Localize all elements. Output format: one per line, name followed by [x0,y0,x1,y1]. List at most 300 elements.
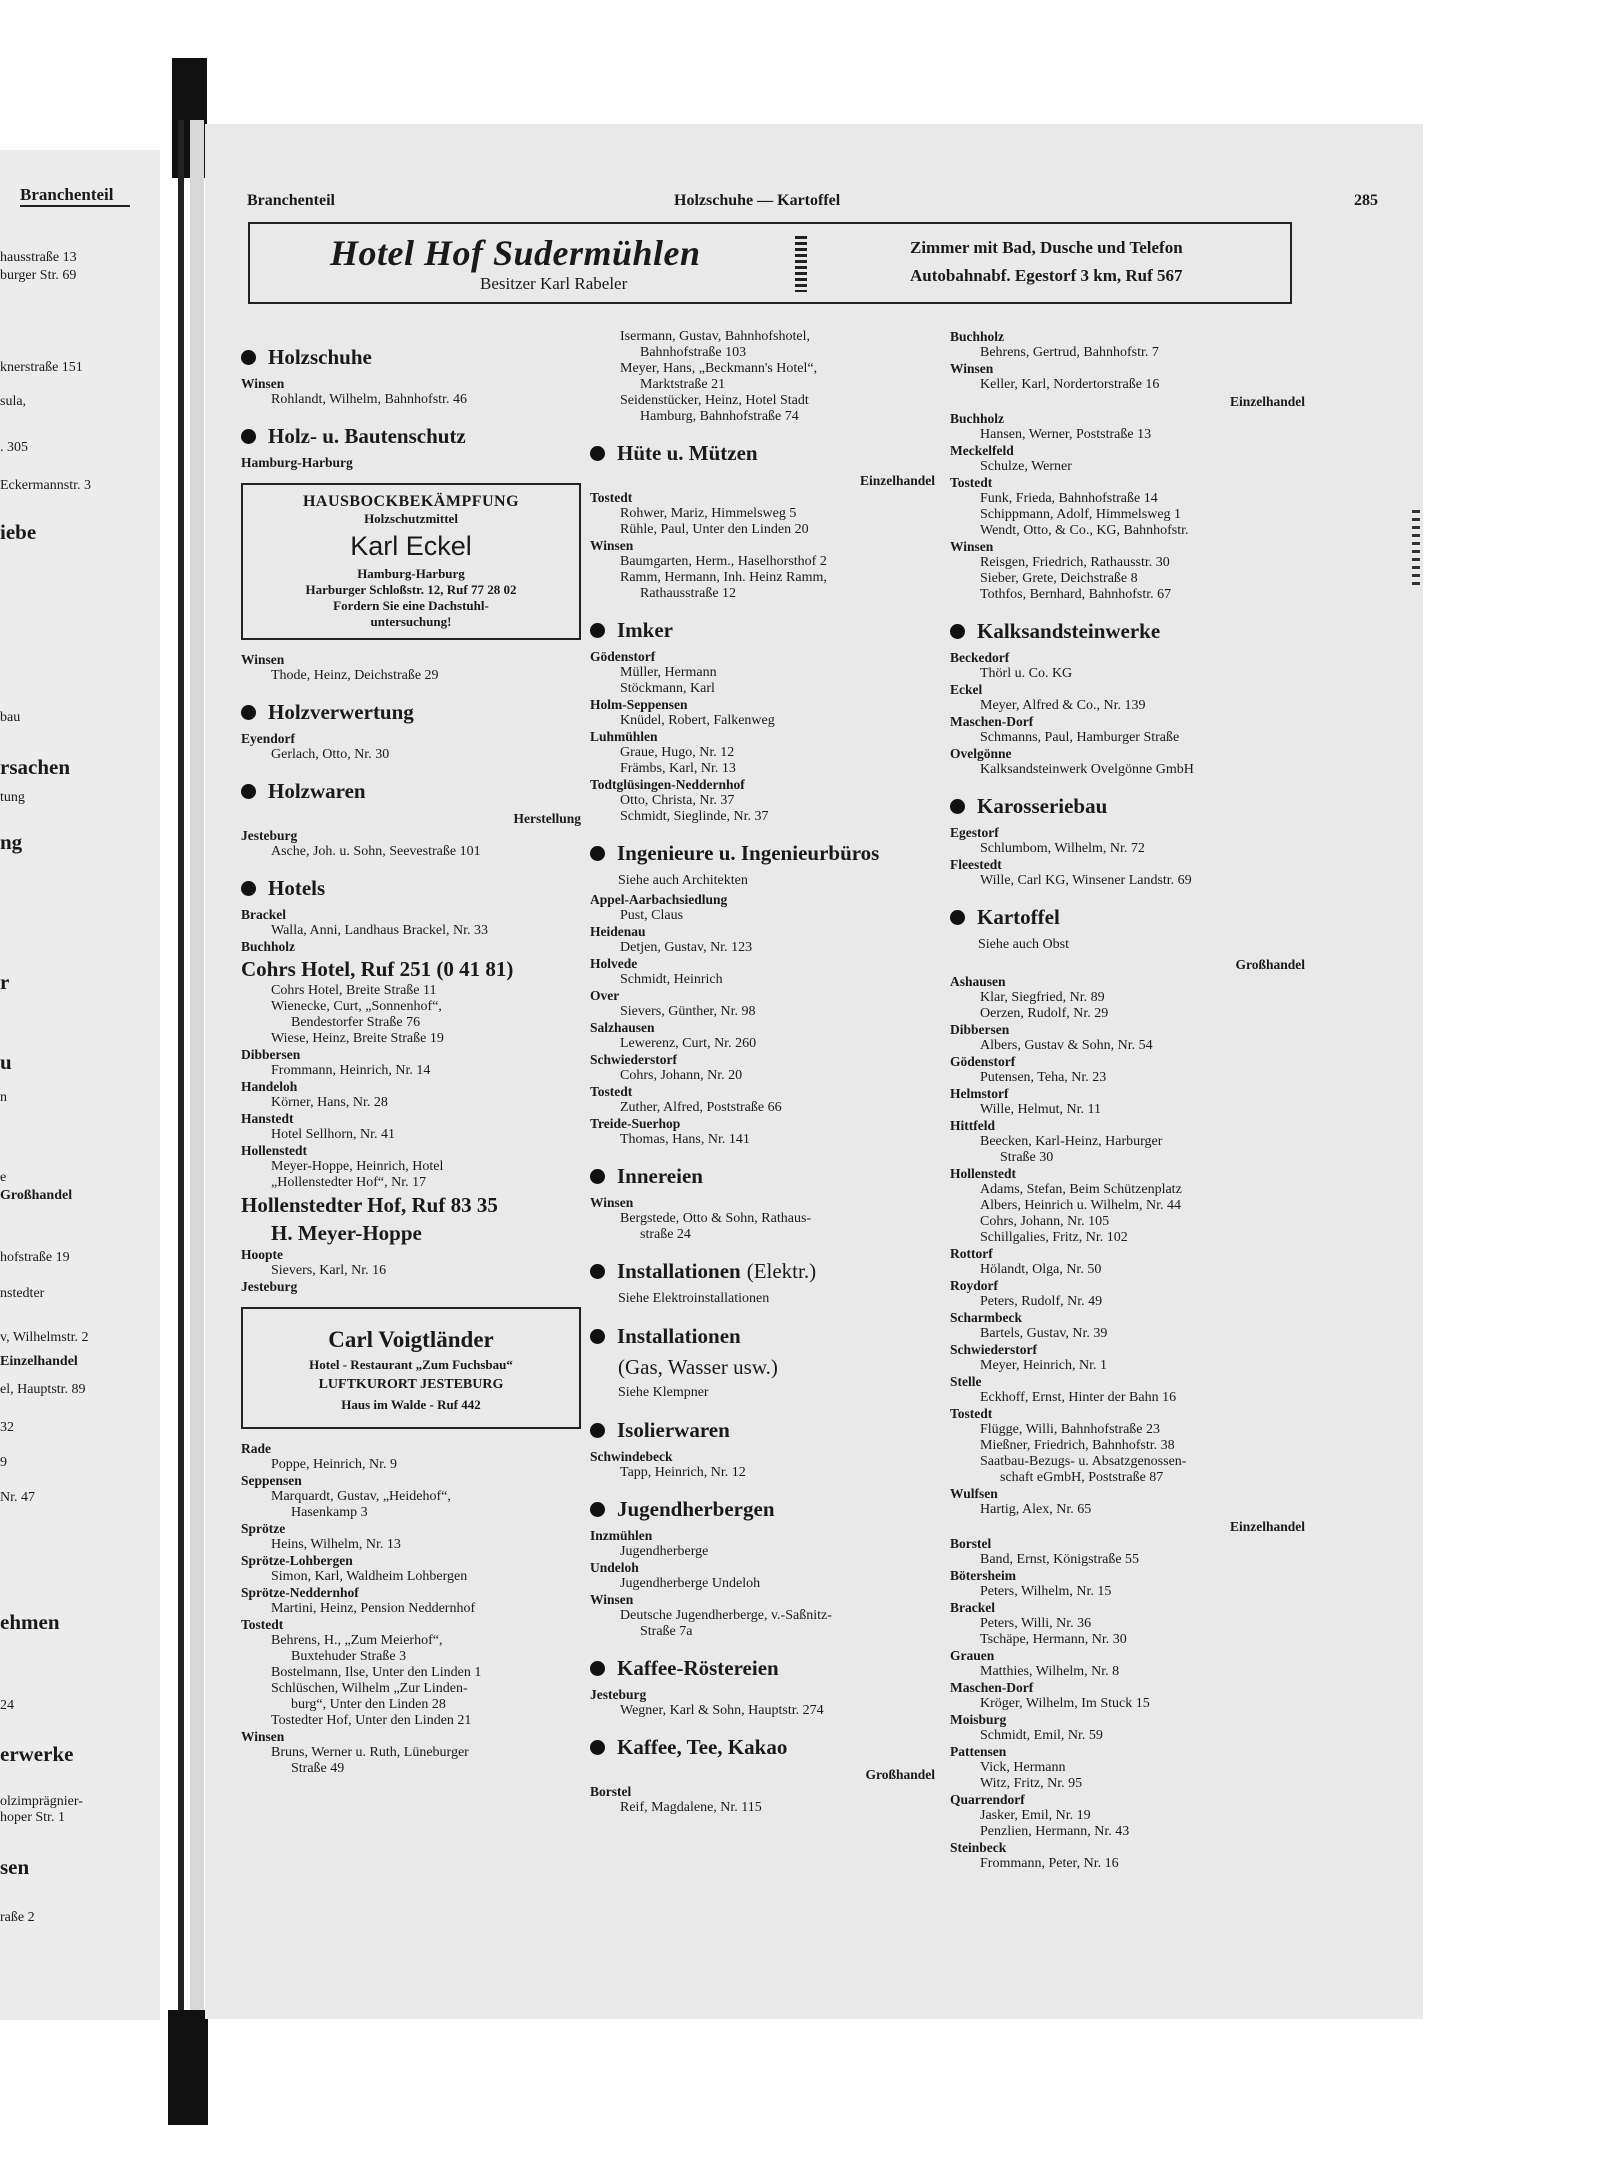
listing-entry: Reif, Magdalene, Nr. 115 [620,1800,762,1815]
left-page-line: tung [0,790,25,805]
left-page-line: 24 [0,1698,14,1713]
category-subtitle: (Gas, Wasser usw.) [618,1355,778,1379]
listing-entry: Müller, Hermann [620,665,717,680]
featured-listing: H. Meyer-Hoppe [271,1221,422,1245]
listing-entry: Schippmann, Adolf, Himmelsweg 1 [980,507,1182,522]
listing-entry: Hansen, Werner, Poststraße 13 [980,427,1152,442]
bullet-icon [950,910,965,925]
listing-entry: Beecken, Karl-Heinz, Harburger [980,1134,1163,1149]
cross-reference: Siehe Klempner [618,1385,709,1400]
listing-entry: Pust, Claus [620,908,684,923]
listing-entry: Detjen, Gustav, Nr. 123 [620,940,753,955]
directory-page [205,124,1423,2019]
ad-separator-icon [795,236,807,292]
place-name: Borstel [590,1784,632,1799]
category-heading [241,345,581,370]
listing-entry: Jugendherberge [620,1544,709,1559]
left-page-line: olzimprägnier- [0,1794,83,1809]
place-name: Salzhausen [590,1020,655,1035]
place-name: Winsen [241,1729,285,1744]
place-name: Meckelfeld [950,443,1014,458]
ad-company: Carl Voigtländer [328,1327,494,1352]
place-name: Hanstedt [241,1111,294,1126]
place-name: Over [590,988,620,1003]
category-heading [590,1418,935,1443]
left-page-line: e [0,1170,7,1185]
listing-entry: Peters, Willi, Nr. 36 [980,1616,1092,1631]
bullet-icon [241,784,256,799]
ad-address: Harburger Schloßstr. 12, Ruf 77 28 02 [305,582,517,597]
listing-entry: Kröger, Wilhelm, Im Stuck 15 [980,1696,1150,1711]
category-heading [590,1259,935,1284]
place-name: Buchholz [950,411,1005,426]
place-name: Jesteburg [590,1687,647,1702]
place-name: Schwiederstorf [590,1052,677,1067]
place-name: Jesteburg [241,828,298,843]
category-heading [590,441,935,466]
binding-gap [190,120,204,2020]
place-name: Grauen [950,1648,995,1663]
place-name: Seppensen [241,1473,302,1488]
section-label: Branchenteil [247,192,335,209]
listing-entry: Cohrs Hotel, Breite Straße 11 [271,983,437,998]
listing-entry: Thomas, Hans, Nr. 141 [620,1132,750,1147]
ad-headline: HAUSBOCKBEKÄMPFUNG [302,493,520,510]
place-name: Undeloh [590,1560,639,1575]
hotel-directions: Autobahnabf. Egestorf 3 km, Ruf 567 [910,266,1183,285]
place-name: Winsen [241,652,285,667]
category-subtitle: (Elektr.) [746,1259,817,1283]
listing-entry: Hölandt, Olga, Nr. 50 [980,1262,1102,1277]
place-name: Schwiederstorf [950,1342,1037,1357]
listing-entry: Reisgen, Friedrich, Rathausstr. 30 [980,555,1170,570]
listing-entry: Adams, Stefan, Beim Schützenplatz [980,1182,1182,1197]
left-page-line: sula, [0,394,27,409]
listing-entry: Wienecke, Curt, „Sonnenhof“, [271,999,442,1014]
left-page-line: iebe [0,520,37,544]
listing-entry: Tostedter Hof, Unter den Linden 21 [271,1713,472,1728]
place-name: Tostedt [950,1406,993,1421]
listing-entry-continued: straße 24 [640,1227,691,1242]
category-heading [241,876,581,901]
listing-entry: Tothfos, Bernhard, Bahnhofstr. 67 [980,587,1172,602]
place-name: Fleestedt [950,857,1002,872]
listing-entry: Meyer, Hans, „Beckmann's Hotel“, [620,361,818,376]
place-name: Inzmühlen [590,1528,653,1543]
place-name: Tostedt [241,1617,284,1632]
trade-type-label: Einzelhandel [859,473,935,488]
listing-entry: Graue, Hugo, Nr. 12 [620,745,735,760]
category-title: Kaffee, Tee, Kakao [617,1735,788,1759]
listing-entry: Oerzen, Rudolf, Nr. 29 [980,1006,1109,1021]
featured-listing: Cohrs Hotel, Ruf 251 (0 41 81) [241,957,514,981]
listing-entry: Jasker, Emil, Nr. 19 [980,1808,1091,1823]
listing-entry: Meyer, Heinrich, Nr. 1 [980,1358,1107,1373]
listing-entry-continued: Straße 30 [1000,1150,1054,1165]
place-name: Roydorf [950,1278,998,1293]
category-title: Ingenieure u. Ingenieurbüros [617,841,880,865]
bullet-icon [950,799,965,814]
listing-entry: Frommann, Peter, Nr. 16 [980,1856,1119,1871]
listing-entry: Eckhoff, Ernst, Hinter der Bahn 16 [980,1390,1177,1405]
listing-entry: Cohrs, Johann, Nr. 20 [620,1068,743,1083]
running-title: Holzschuhe — Kartoffel [674,192,841,209]
place-name: Beckedorf [950,650,1010,665]
listing-entry: Bostelmann, Ilse, Unter den Linden 1 [271,1665,482,1680]
listing-entry: Främbs, Karl, Nr. 13 [620,761,736,776]
bullet-icon [590,446,605,461]
category-title: Holzschuhe [268,345,372,369]
listing-entry: Band, Ernst, Königstraße 55 [980,1552,1140,1567]
listing-entry-continued: Buxtehuder Straße 3 [291,1649,407,1664]
listing-column-2 [590,329,935,1816]
eckel-advertisement [241,483,581,640]
category-title: Installationen [617,1259,741,1283]
place-name: Hittfeld [950,1118,995,1133]
listing-entry: Peters, Wilhelm, Nr. 15 [980,1584,1112,1599]
place-name: Rottorf [950,1246,993,1261]
listing-entry: Heins, Wilhelm, Nr. 13 [271,1537,401,1552]
listing-entry: Funk, Frieda, Bahnhofstraße 14 [980,491,1158,506]
category-title: Innereien [617,1164,703,1188]
place-name: Holvede [590,956,638,971]
listing-entry: Wendt, Otto, & Co., KG, Bahnhofstr. [980,523,1189,538]
listing-entry-continued: Marktstraße 21 [640,377,726,392]
cross-reference: Siehe auch Architekten [618,873,748,888]
place-name: Appel-Aarbachsiedlung [590,892,728,907]
trade-type-label: Einzelhandel [1229,1519,1305,1534]
voigtlaender-advertisement [241,1307,581,1429]
trade-type-label: Großhandel [1235,957,1305,972]
listing-entry: Sievers, Karl, Nr. 16 [271,1263,387,1278]
place-name: Ashausen [950,974,1006,989]
listing-entry: Bartels, Gustav, Nr. 39 [980,1326,1108,1341]
listing-entry: Schulze, Werner [980,459,1072,474]
left-page-line: sen [0,1855,30,1879]
bullet-icon [590,623,605,638]
listing-entry: Schillgalies, Fritz, Nr. 102 [980,1230,1128,1245]
place-name: Quarrendorf [950,1792,1025,1807]
listing-entry: Marquardt, Gustav, „Heidehof“, [271,1489,451,1504]
place-name: Gödenstorf [590,649,656,664]
listing-entry-continued: Hasenkamp 3 [291,1505,368,1520]
place-name: Wulfsen [950,1486,998,1501]
bullet-icon [590,1502,605,1517]
listing-entry-continued: Hamburg, Bahnhofstraße 74 [640,409,799,424]
category-title: Installationen [617,1324,741,1348]
place-name: Tostedt [590,490,633,505]
place-name: Gödenstorf [950,1054,1016,1069]
listing-entry: Wegner, Karl & Sohn, Hauptstr. 274 [620,1703,824,1718]
listing-entry: Mießner, Friedrich, Bahnhofstr. 38 [980,1438,1175,1453]
left-page-line: Nr. 47 [0,1490,35,1505]
bullet-icon [590,1423,605,1438]
place-name: Hollenstedt [241,1143,307,1158]
ad-callout: untersuchung! [370,614,452,629]
listing-entry: Behrens, H., „Zum Meierhof“, [271,1633,443,1648]
listing-entry: Baumgarten, Herm., Haselhorsthof 2 [620,554,827,569]
place-name: Eyendorf [241,731,295,746]
place-name: Todtglüsingen-Neddernhof [590,777,745,792]
listing-entry: Schlumbom, Wilhelm, Nr. 72 [980,841,1145,856]
place-name: Steinbeck [950,1840,1007,1855]
listing-entry: Ramm, Hermann, Inh. Heinz Ramm, [620,570,827,585]
listing-entry: Wiese, Heinz, Breite Straße 19 [271,1031,444,1046]
listing-entry: Schmidt, Sieglinde, Nr. 37 [620,809,769,824]
category-title: Kartoffel [977,905,1060,929]
listing-entry-continued: Bendestorfer Straße 76 [291,1015,421,1030]
place-name: Brackel [241,907,286,922]
ad-company: Karl Eckel [350,531,472,561]
left-page-line: r [0,970,10,994]
left-page-line: knerstraße 151 [0,360,83,375]
place-name: Sprötze-Lohbergen [241,1553,353,1568]
left-page-line: 9 [0,1455,7,1470]
category-heading [950,905,1305,930]
listing-entry: Stöckmann, Karl [620,681,715,696]
category-title: Jugendherbergen [617,1497,775,1521]
binding-spine [178,120,184,2020]
listing-entry: Bergstede, Otto & Sohn, Rathaus- [620,1211,812,1226]
bullet-icon [590,1740,605,1755]
place-name: Buchholz [241,939,296,954]
margin-marks [1412,510,1420,590]
binding-edge-bottom [168,2010,208,2125]
place-name: Dibbersen [950,1022,1010,1037]
place-name: Sprötze [241,1521,286,1536]
bullet-icon [590,846,605,861]
listing-entry: Knüdel, Robert, Falkenweg [620,713,775,728]
place-name: Dibbersen [241,1047,301,1062]
category-heading [590,1164,935,1189]
place-name: Maschen-Dorf [950,1680,1034,1695]
listing-entry: Rohwer, Mariz, Himmelsweg 5 [620,506,797,521]
category-heading [590,618,935,643]
listing-entry: Schmanns, Paul, Hamburger Straße [980,730,1180,745]
bullet-icon [241,350,256,365]
listing-entry: Sieber, Grete, Deichstraße 8 [980,571,1138,586]
category-title: Kalksandsteinwerke [977,619,1161,643]
cross-reference: Siehe auch Obst [978,937,1069,952]
listing-entry: Lewerenz, Curt, Nr. 260 [620,1036,757,1051]
hotel-name: Hotel Hof Sudermühlen [330,233,701,273]
left-page-line: burger Str. 69 [0,268,77,283]
listing-entry: „Hollenstedter Hof“, Nr. 17 [271,1175,427,1190]
place-name: Stelle [950,1374,982,1389]
category-heading [241,700,581,725]
ad-callout: Fordern Sie eine Dachstuhl- [333,598,489,613]
left-page-line: el, Hauptstr. 89 [0,1382,86,1397]
left-page-line: erwerke [0,1742,74,1766]
left-page-line: v, Wilhelmstr. 2 [0,1330,89,1345]
place-name: Luhmühlen [590,729,658,744]
listing-entry: Matthies, Wilhelm, Nr. 8 [980,1664,1120,1679]
bullet-icon [590,1169,605,1184]
listing-entry-continued: schaft eGmbH, Poststraße 87 [1000,1470,1164,1485]
bullet-icon [241,705,256,720]
left-page-line: hoper Str. 1 [0,1810,65,1825]
listing-entry: Klar, Siegfried, Nr. 89 [980,990,1105,1005]
listing-entry: Poppe, Heinrich, Nr. 9 [271,1457,397,1472]
listing-entry: Jugendherberge Undeloh [620,1576,761,1591]
category-title: Kaffee-Röstereien [617,1656,779,1680]
listing-entry: Flügge, Willi, Bahnhofstraße 23 [980,1422,1160,1437]
place-name: Sprötze-Neddernhof [241,1585,359,1600]
place-name: Hoopte [241,1247,283,1262]
place-name: Schwindebeck [590,1449,673,1464]
left-page-line: bau [0,710,21,725]
place-name: Borstel [950,1536,992,1551]
listing-entry: Schlüschen, Wilhelm „Zur Linden- [271,1681,468,1696]
listing-entry: Penzlien, Hermann, Nr. 43 [980,1824,1130,1839]
listing-entry-continued: Straße 49 [291,1761,345,1776]
bullet-icon [590,1329,605,1344]
category-heading [241,424,581,449]
place-name: Rade [241,1441,271,1456]
listing-entry: Hotel Sellhorn, Nr. 41 [271,1127,396,1142]
left-page-line: hofstraße 19 [0,1250,70,1265]
bullet-icon [241,881,256,896]
place-name: Brackel [950,1600,995,1615]
listing-entry-continued: Bahnhofstraße 103 [640,345,747,360]
left-page-line: u [0,1050,12,1074]
left-page-line: Einzelhandel [0,1354,78,1369]
trade-type-label: Herstellung [513,811,581,826]
ad-tagline: Hotel - Restaurant „Zum Fuchsbau“ [309,1357,513,1372]
listing-entry: Thörl u. Co. KG [980,666,1073,681]
listing-entry: Kalksandsteinwerk Ovelgönne GmbH [980,762,1194,777]
place-name: Egestorf [950,825,999,840]
place-name: Winsen [590,538,634,553]
bullet-icon [950,624,965,639]
listing-entry: Meyer-Hoppe, Heinrich, Hotel [271,1159,444,1174]
category-heading [590,841,935,866]
listing-entry: Witz, Fritz, Nr. 95 [980,1776,1083,1791]
place-name: Ovelgönne [950,746,1012,761]
listing-entry: Albers, Gustav & Sohn, Nr. 54 [980,1038,1153,1053]
listing-entry: Keller, Karl, Nordertorstraße 16 [980,377,1160,392]
left-page-fragment [0,150,160,2020]
ad-contact: Haus im Walde - Ruf 442 [341,1397,481,1412]
category-title: Holz- u. Bautenschutz [268,424,466,448]
listing-entry: Isermann, Gustav, Bahnhofshotel, [620,329,810,344]
listing-entry: Hartig, Alex, Nr. 65 [980,1502,1092,1517]
left-page-line: hausstraße 13 [0,250,77,265]
left-page-line: Eckermannstr. 3 [0,478,91,493]
place-name: Tostedt [590,1084,633,1099]
place-name: Treide-Suerhop [590,1116,681,1131]
listing-entry: Meyer, Alfred & Co., Nr. 139 [980,698,1146,713]
featured-listing: Hollenstedter Hof, Ruf 83 35 [241,1193,498,1217]
category-title: Hüte u. Mützen [617,441,758,465]
listing-entry: Behrens, Gertrud, Bahnhofstr. 7 [980,345,1159,360]
listing-entry: Frommann, Heinrich, Nr. 14 [271,1063,431,1078]
listing-entry: Sievers, Günther, Nr. 98 [620,1004,756,1019]
listing-entry-continued: Rathausstraße 12 [640,586,737,601]
trade-type-label: Großhandel [865,1767,935,1782]
category-heading [590,1497,935,1522]
place-name: Helmstorf [950,1086,1009,1101]
left-page-line: n [0,1090,7,1105]
category-title: Holzverwertung [268,700,414,724]
listing-column-1 [241,329,581,1777]
category-title: Hotels [268,876,326,900]
place-name: Winsen [241,376,285,391]
place-name: Eckel [950,682,983,697]
place-name: Holm-Seppensen [590,697,688,712]
left-page-line: 32 [0,1420,14,1435]
place-name: Bötersheim [950,1568,1016,1583]
listing-entry: Simon, Karl, Waldheim Lohbergen [271,1569,468,1584]
place-name: Hollenstedt [950,1166,1016,1181]
listing-entry: Thode, Heinz, Deichstraße 29 [271,668,439,683]
page-header [247,192,1378,214]
category-title: Isolierwaren [617,1418,730,1442]
listing-entry: Körner, Hans, Nr. 28 [271,1095,388,1110]
ad-location: LUFTKURORT JESTEBURG [318,1377,504,1392]
listing-entry: Gerlach, Otto, Nr. 30 [271,747,390,762]
cross-reference: Siehe Elektroinstallationen [618,1291,770,1306]
listing-entry: Bruns, Werner u. Ruth, Lüneburger [271,1745,469,1760]
listing-entry: Zuther, Alfred, Poststraße 66 [620,1100,782,1115]
listing-entry: Albers, Heinrich u. Wilhelm, Nr. 44 [980,1198,1181,1213]
left-page-line: raße 2 [0,1910,35,1925]
listing-entry: Otto, Christa, Nr. 37 [620,793,735,808]
place-name: Winsen [590,1195,634,1210]
page-number: 285 [1354,192,1378,209]
listing-entry: Asche, Joh. u. Sohn, Seevestraße 101 [271,844,481,859]
place-name: Buchholz [950,329,1005,344]
place-name: Heidenau [590,924,646,939]
listing-entry: Rühle, Paul, Unter den Linden 20 [620,522,809,537]
listing-entry: Schmidt, Heinrich [620,972,723,987]
listing-column-3 [950,329,1305,1872]
place-name: Moisburg [950,1712,1007,1727]
hotel-advertisement [248,222,1292,304]
left-page-line: ng [0,830,23,854]
listing-entry: Wille, Helmut, Nr. 11 [980,1102,1102,1117]
place-name: Winsen [950,361,994,376]
place-name: Scharmbeck [950,1310,1022,1325]
listing-entry: Vick, Hermann [980,1760,1066,1775]
place-name: Tostedt [950,475,993,490]
category-heading [950,619,1305,644]
category-title: Imker [617,618,673,642]
listing-entry: Schmidt, Emil, Nr. 59 [980,1728,1103,1743]
category-heading [590,1324,935,1349]
hotel-owner: Besitzer Karl Rabeler [480,274,628,293]
left-page-line: nstedter [0,1286,45,1301]
place-name: Maschen-Dorf [950,714,1034,729]
category-heading [950,794,1305,819]
category-heading [590,1656,935,1681]
hotel-amenities: Zimmer mit Bad, Dusche und Telefon [910,238,1183,257]
bullet-icon [590,1661,605,1676]
listing-entry-continued: burg“, Unter den Linden 28 [291,1697,446,1712]
listing-entry: Wille, Carl KG, Winsener Landstr. 69 [980,873,1192,888]
place-name: Winsen [950,539,994,554]
listing-entry: Cohrs, Johann, Nr. 105 [980,1214,1110,1229]
listing-entry: Deutsche Jugendherberge, v.-Saßnitz- [620,1608,832,1623]
category-title: Holzwaren [268,779,366,803]
place-name: Jesteburg [241,1279,298,1294]
listing-entry: Rohlandt, Wilhelm, Bahnhofstr. 46 [271,392,467,407]
listing-entry: Putensen, Teha, Nr. 23 [980,1070,1107,1085]
left-page-line: . 305 [0,440,28,455]
place-name: Pattensen [950,1744,1007,1759]
listing-entry: Peters, Rudolf, Nr. 49 [980,1294,1103,1309]
listing-entry-continued: Straße 7a [640,1624,693,1639]
